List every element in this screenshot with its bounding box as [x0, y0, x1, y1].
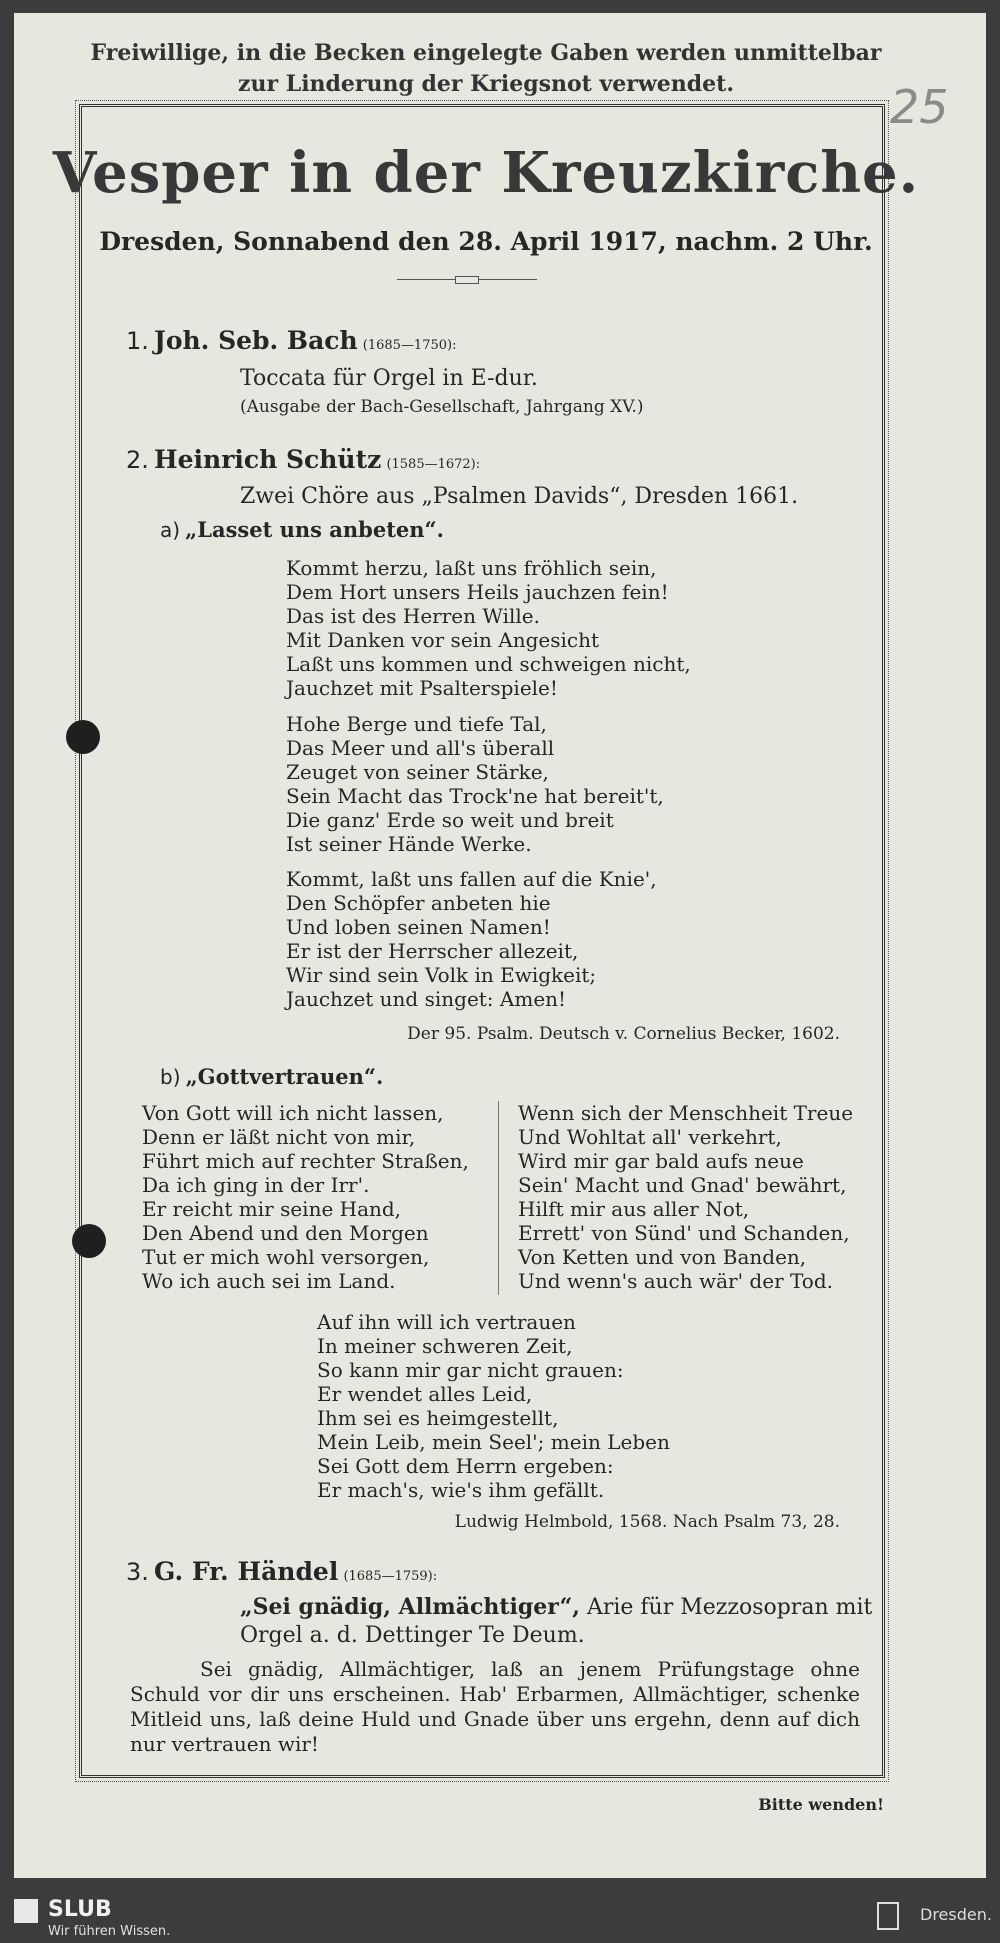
- item-3-heading: 3. G. Fr. Händel (1685—1759):: [126, 1557, 438, 1586]
- item-2-heading: 2. Heinrich Schütz (1585—1672):: [126, 445, 481, 474]
- part-a-stanza-3: Kommt, laßt uns fallen auf die Knie', Den Schöpfer anbeten hie Und loben seinen Namen! Er ist der Herrscher allezeit, Wir sind sein Volk in Ewigkeit; Jauchzet und singet: Amen!: [286, 867, 657, 1011]
- slub-tagline: Wir führen Wissen.: [48, 1924, 171, 1939]
- slub-logo-icon: [14, 1899, 38, 1923]
- divider-ornament: [397, 275, 537, 285]
- item-1-edition: (Ausgabe der Bach-Gesellschaft, Jahrgang XV.): [240, 397, 644, 417]
- part-a-heading: a) „Lasset uns anbeten“.: [160, 517, 444, 542]
- column-divider: [498, 1101, 499, 1295]
- part-a-credit: Der 95. Psalm. Deutsch v. Cornelius Becker, 1602.: [407, 1024, 840, 1044]
- handwritten-number: 25: [890, 80, 949, 134]
- part-b-left-column: Von Gott will ich nicht lassen, Denn er läßt nicht von mir, Führt mich auf rechter Straßen, Da ich ging in der Irr'. Er reicht mir seine Hand, Den Abend und den Morgen Tut er mich wohl versorgen, Wo ich auch sei im Land.: [142, 1101, 469, 1293]
- part-b-credit: Ludwig Helmbold, 1568. Nach Psalm 73, 28.: [454, 1512, 840, 1532]
- part-a-stanza-2: Hohe Berge und tiefe Tal, Das Meer und all's überall Zeuget von seiner Stärke, Sein Macht das Trock'ne hat bereit't, Die ganz' Erde so weit und breit Ist seiner Hände Werke.: [286, 712, 664, 856]
- item-3-work: „Sei gnädig, Allmächtiger“, Arie für Mezzosopran mit: [240, 1594, 873, 1620]
- header-note: Freiwillige, in die Becken eingelegte Gaben werden unmittelbar zur Linderung der Kriegsnot verwendet.: [90, 40, 882, 97]
- part-a-stanza-1: Kommt herzu, laßt uns fröhlich sein, Dem Hort unsers Heils jauchzen fein! Das ist des Herren Wille. Mit Danken vor sein Angesicht Laßt uns kommen und schweigen nicht, Jauchzet mit Psalterspiele!: [286, 556, 691, 700]
- slub-brand: SLUB: [48, 1897, 112, 1922]
- page-title: Vesper in der Kreuzkirche.: [52, 140, 920, 206]
- punch-hole: [72, 1224, 106, 1258]
- item-3-work-line2: Orgel a. d. Dettinger Te Deum.: [240, 1623, 585, 1648]
- part-b-center-stanza: Auf ihn will ich vertrauen In meiner schweren Zeit, So kann mir gar nicht grauen: Er wendet alles Leid, Ihm sei es heimgestellt, Mein Leib, mein Seel'; mein Leben Sei Gott dem Herrn ergeben: Er mach's, wie's ihm gefällt.: [317, 1310, 670, 1502]
- part-b-right-column: Wenn sich der Menschheit Treue Und Wohltat all' verkehrt, Wird mir gar bald aufs neue Sein' Macht und Gnad' bewährt, Hilft mir aus aller Not, Errett' von Sünd' und Schanden, Von Ketten und von Banden, Und wenn's auch wär' der Tod.: [518, 1101, 854, 1293]
- dresden-crest-icon: [877, 1902, 899, 1930]
- item-1-work: Toccata für Orgel in E-dur.: [240, 366, 538, 391]
- item-1-heading: 1. Joh. Seb. Bach (1685—1750):: [126, 326, 457, 355]
- punch-hole: [66, 720, 100, 754]
- part-b-heading: b) „Gottvertrauen“.: [160, 1064, 384, 1089]
- page-subtitle: Dresden, Sonnabend den 28. April 1917, nachm. 2 Uhr.: [99, 227, 873, 256]
- dresden-wordmark: Dresden.: [920, 1905, 992, 1924]
- footer-note: Bitte wenden!: [758, 1795, 884, 1814]
- item-3-text: Sei gnädig, Allmächtiger, laß an jenem Prüfungstage ohne Schuld vor dir uns erscheinen. Hab' Erbarmen, Allmächtiger, schenke Mitleid uns, laß deine Huld und Gnade über uns ergehn, denn auf dich nur vertrauen wir!: [130, 1657, 860, 1756]
- item-2-work: Zwei Chöre aus „Psalmen Davids“, Dresden 1661.: [240, 484, 799, 509]
